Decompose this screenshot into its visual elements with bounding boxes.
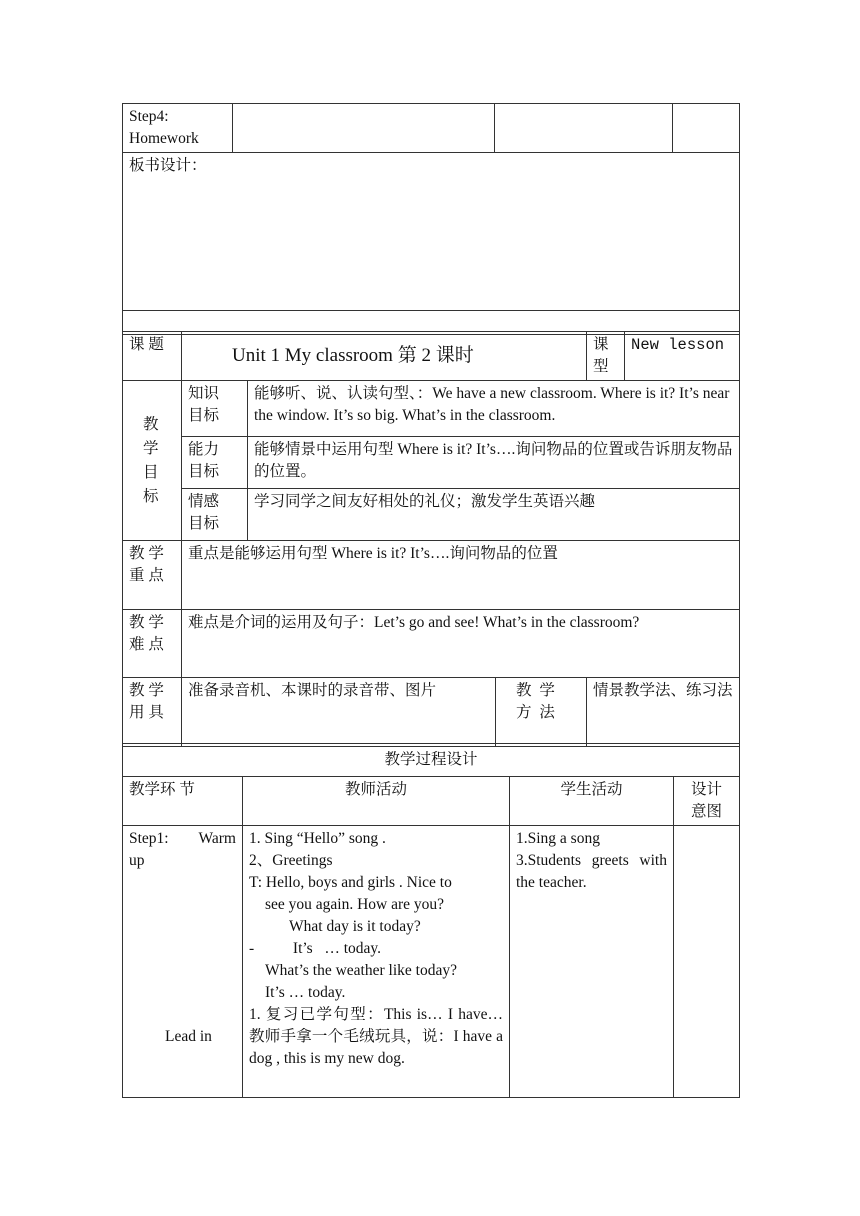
lead-in-label: Lead in: [165, 1028, 212, 1045]
type-value: New lesson: [625, 332, 740, 381]
key-text: 重点是能够运用句型 Where is it? It’s….询问物品的位置: [182, 541, 740, 610]
teacher-line-7: What’s the weather like today?: [265, 962, 457, 979]
lesson-table: [122, 331, 740, 747]
teacher-line-1: 1. Sing “Hello” song .: [249, 830, 386, 847]
step4-intent-cell: [673, 104, 740, 153]
step4-label-line2: Homework: [129, 130, 199, 147]
col-student: 学生活动: [510, 777, 674, 826]
teacher-line-4: see you again. How are you?: [265, 896, 445, 913]
step1-b: Warm: [198, 830, 236, 847]
ability-text: 能够情景中运用句型 Where is it? It’s….询问物品的位置或告诉朋友物品的位置。: [248, 437, 740, 489]
method-label: 教 学 方 法: [496, 678, 587, 747]
topic-title: Unit 1 My classroom 第 2 课时: [182, 332, 587, 381]
step1-a: Step1:: [129, 830, 169, 847]
teacher-line-2: 2、Greetings: [249, 852, 333, 869]
difficulty-label: 教 学 难 点: [123, 610, 182, 678]
intent-cell: [674, 826, 740, 1098]
teacher-activity-cell: [243, 826, 510, 1098]
step4-label: [123, 104, 233, 153]
teacher-line-3: T: Hello, boys and girls . Nice to: [249, 874, 452, 891]
step4-label-line1: Step4:: [129, 108, 169, 125]
type-label: 课 型: [587, 332, 625, 381]
process-title: 教学过程设计: [123, 744, 740, 777]
teacher-line-9: 1. 复习已学句型：This is… I have… 教师手拿一个毛绒玩具，说：I have a dog , this is my new dog.: [249, 1006, 503, 1067]
teacher-line-6: - It’s … today.: [249, 940, 382, 957]
topic-label: 课 题: [123, 332, 182, 381]
student-activity-cell: [510, 826, 674, 1098]
step4-teacher-cell: [233, 104, 495, 153]
step4-student-cell: [495, 104, 673, 153]
student-line-1: 1.Sing a song: [516, 830, 600, 847]
tools-label: 教 学 用 具: [123, 678, 182, 747]
knowledge-label: 知识 目标: [182, 381, 248, 437]
knowledge-text: 能够听、说、认读句型、：We have a new classroom. Where is it? It’s near the window. It’s so big. What’s in the classroom.: [248, 381, 740, 437]
emotion-text: 学习同学之间友好相处的礼仪；激发学生英语兴趣: [248, 489, 740, 541]
step1-c: up: [129, 852, 145, 869]
key-label: 教 学 重 点: [123, 541, 182, 610]
step1-stage-cell: [123, 826, 243, 1098]
board-design-cell: [123, 153, 740, 311]
ability-label: 能力 目标: [182, 437, 248, 489]
difficulty-text: 难点是介词的运用及句子：Let’s go and see! What’s in the classroom?: [182, 610, 740, 678]
student-line-2: 3.Students greets with the teacher.: [516, 852, 667, 891]
teacher-line-8: It’s … today.: [265, 984, 346, 1001]
method-text: 情景教学法、练习法: [587, 678, 740, 747]
board-design-label: 板书设计：: [129, 157, 207, 174]
col-intent: 设计 意图: [674, 777, 740, 826]
col-stage: 教学环 节: [123, 777, 243, 826]
emotion-label: 情感 目标: [182, 489, 248, 541]
process-table: [122, 743, 740, 1098]
objectives-label: 教 学 目 标: [123, 381, 182, 541]
step1-line: [129, 828, 236, 850]
col-teacher: 教师活动: [243, 777, 510, 826]
top-table: [122, 103, 740, 335]
teacher-line-5: What day is it today?: [289, 918, 421, 935]
tools-text: 准备录音机、本课时的录音带、图片: [182, 678, 496, 747]
